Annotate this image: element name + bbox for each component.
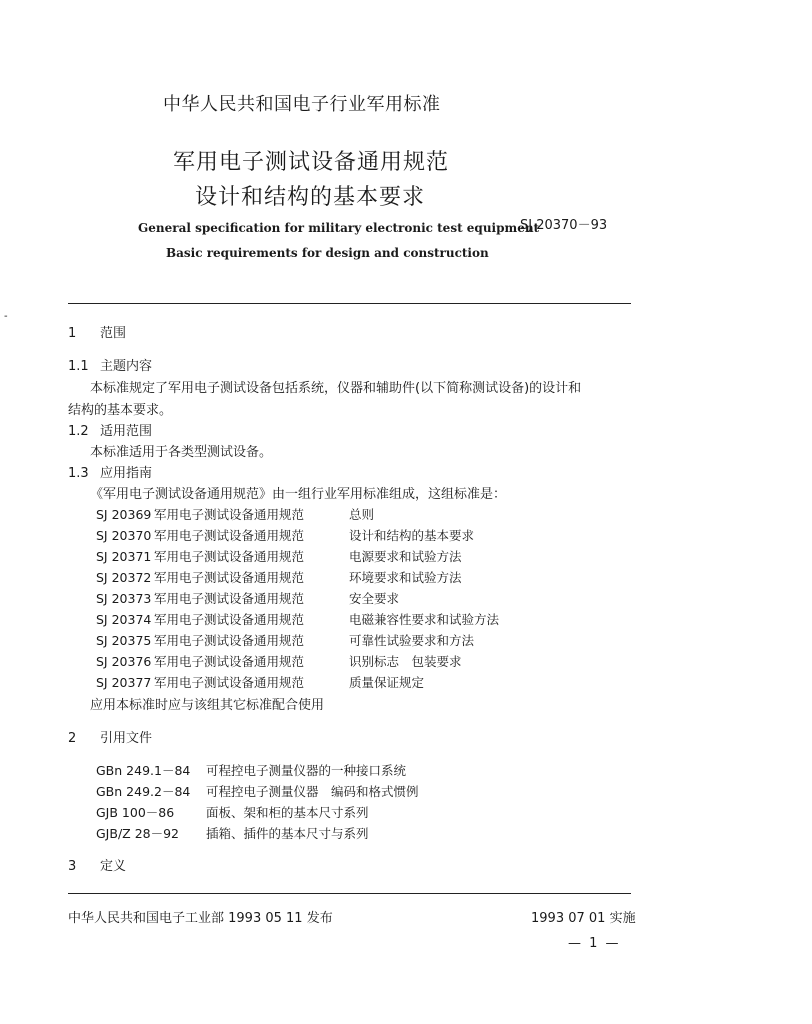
standard-part: 识别标志 包装要求 [349,654,462,669]
standard-series: 军用电子测试设备通用规范 [154,675,305,690]
section-number: 1 [68,326,77,341]
list-item [96,803,369,821]
list-item [96,505,374,523]
standard-series: 军用电子测试设备通用规范 [154,528,305,543]
section-title: 主题内容 [100,359,153,374]
title-line-1: 军用电子测试设备通用规范 [173,150,450,175]
reference-number: GBn 249.2－84 [96,784,191,799]
standard-code: SJ 20370－93 [520,218,608,233]
reference-title: 可程控电子测量仪器的一种接口系统 [206,763,407,778]
list-item [96,589,399,607]
standard-series: 军用电子测试设备通用规范 [154,591,305,606]
section-1-3-closing: 应用本标准时应与该组其它标准配合使用 [90,698,325,713]
list-item [96,673,424,691]
section-1-1-text: 本标准规定了军用电子测试设备包括系统，仪器和辅助件(以下简称测试设备)的设计和 [90,381,582,396]
standard-part: 总则 [349,507,375,522]
list-item [96,610,499,628]
standard-series: 军用电子测试设备通用规范 [154,633,305,648]
section-title: 范围 [100,326,127,341]
effective-date: 1993 07 01 实施 [531,911,636,926]
standard-header: 中华人民共和国电子行业军用标准 [163,94,441,115]
standard-number: SJ 20374 [96,612,152,627]
section-title: 引用文件 [100,731,153,746]
standard-number: SJ 20370 [96,528,152,543]
section-1-heading [68,322,126,341]
list-item [96,652,462,670]
standard-series: 军用电子测试设备通用规范 [154,654,305,669]
list-item [96,824,369,842]
section-1-2-heading [68,420,152,439]
section-1-1-text-cont: 结构的基本要求。 [68,403,173,418]
section-2-heading [68,727,152,746]
reference-title: 插箱、插件的基本尺寸与系列 [206,826,369,841]
list-item [96,526,474,544]
standard-part: 设计和结构的基本要求 [349,528,475,543]
standard-series: 军用电子测试设备通用规范 [154,549,305,564]
standard-number: SJ 20373 [96,591,152,606]
list-item [96,547,462,565]
standard-part: 质量保证规定 [349,675,425,690]
page-number: — 1 — [568,936,621,951]
bottom-divider [68,893,631,894]
standard-part: 电源要求和试验方法 [349,549,462,564]
section-number: 1.2 [68,424,89,439]
list-item [96,568,462,586]
section-1-3-intro: 《军用电子测试设备通用规范》由一组行业军用标准组成，这组标准是： [90,487,507,502]
reference-number: GBn 249.1－84 [96,763,191,778]
standard-number: SJ 20369 [96,507,152,522]
standard-part: 环境要求和试验方法 [349,570,462,585]
reference-number: GJB/Z 28－92 [96,826,180,841]
section-number: 2 [68,731,77,746]
section-title: 定义 [100,859,127,874]
section-3-heading [68,855,126,874]
reference-number: GJB 100－86 [96,805,175,820]
standard-series: 军用电子测试设备通用规范 [154,507,305,522]
title-en-line-1: General specification for military electronic test equipment [138,221,540,235]
title-line-2: 设计和结构的基本要求 [195,185,426,210]
list-item [96,782,419,800]
section-number: 1.3 [68,466,89,481]
list-item [96,761,406,779]
reference-title: 面板、架和柜的基本尺寸系列 [206,805,369,820]
section-title: 适用范围 [100,424,153,439]
section-title: 应用指南 [100,466,153,481]
standard-series: 军用电子测试设备通用规范 [154,570,305,585]
list-item [96,631,474,649]
title-en-line-2: Basic requirements for design and construction [166,246,489,260]
section-number: 3 [68,859,77,874]
standard-part: 可靠性试验要求和方法 [349,633,475,648]
section-1-2-text: 本标准适用于各类型测试设备。 [90,445,273,460]
section-1-3-heading [68,462,152,481]
standard-part: 电磁兼容性要求和试验方法 [349,612,500,627]
section-1-1-heading [68,355,152,374]
standard-number: SJ 20375 [96,633,152,648]
reference-title: 可程控电子测量仪器 编码和格式惯例 [206,784,419,799]
standard-part: 安全要求 [349,591,400,606]
standard-number: SJ 20377 [96,675,152,690]
top-divider [68,303,631,304]
margin-mark: - [4,311,8,322]
issue-date: 中华人民共和国电子工业部 1993 05 11 发布 [68,911,333,926]
standard-number: SJ 20371 [96,549,152,564]
standard-number: SJ 20372 [96,570,152,585]
standard-series: 军用电子测试设备通用规范 [154,612,305,627]
section-number: 1.1 [68,359,89,374]
standard-number: SJ 20376 [96,654,152,669]
